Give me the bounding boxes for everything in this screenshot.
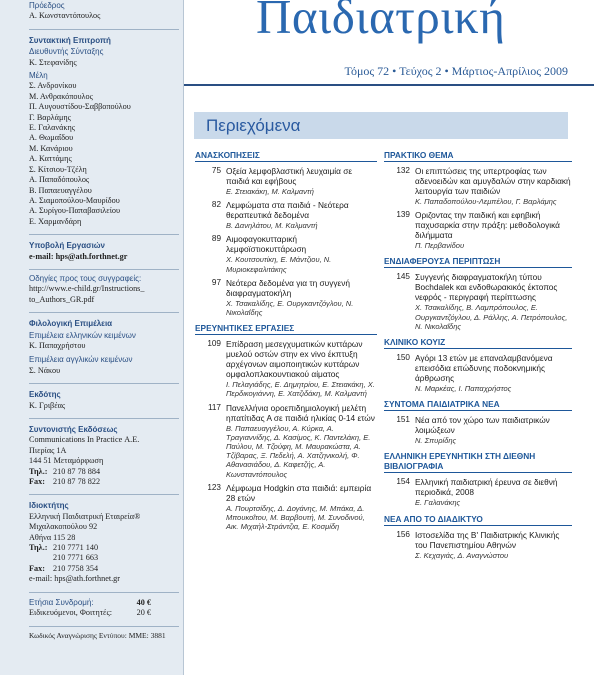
toc-article[interactable] — [384, 477, 572, 507]
member-name: Μ. Κανάριου — [29, 143, 73, 153]
toc-article[interactable] — [384, 210, 572, 250]
article-page: 123 — [207, 482, 221, 492]
article-page: 151 — [396, 415, 410, 425]
coordination-title: Συντονιστής Εκδόσεως — [29, 425, 118, 434]
toc-article[interactable] — [195, 278, 377, 317]
toc-category: ΠΡΑΚΤΙΚΟ ΘΕΜΑ — [384, 150, 572, 162]
article-title: Πανελλήνια οροεπιδημιολογική μελέτη ηπατίτιδας Α σε παιδιά ηλικίας 0-14 ετών — [226, 402, 375, 423]
member-name: Α. Παπαδόπουλος — [29, 175, 90, 185]
instructions-url-1[interactable]: http://www.e-child.gr/Instructions_ — [29, 284, 145, 294]
editor-in-chief-label: Διευθυντής Σύνταξης — [29, 47, 104, 57]
toc-left-column — [195, 150, 377, 537]
member-name: Σ. Κίτσιου-Τζέλη — [29, 164, 87, 174]
journal-title: Παιδιατρική — [256, 0, 506, 44]
submission-title: Υποβολή Εργασιών — [29, 241, 106, 251]
article-authors: Ν. Μαρκέας, Ι. Παπαχρήστος — [415, 384, 512, 394]
article-title: Λεμφώματα στα παιδιά - Νεότερα θεραπευτικά δεδομένα — [226, 200, 349, 221]
coordination-city: 144 51 Μεταμόρφωση — [29, 456, 104, 466]
toc-category: ΕΝΔΙΑΦΕΡΟΥΣΑ ΠΕΡΙΠΤΩΣΗ — [384, 256, 572, 268]
coordination-tel: Τηλ.: 210 87 78 884 — [29, 466, 101, 476]
article-authors: Ε. Γαλανάκης — [415, 498, 461, 508]
owner-street: Μιχαλακοπούλου 92 — [29, 522, 98, 532]
article-authors: Ν. Σπυρίδης — [415, 436, 457, 446]
president-name: Α. Κωνσταντόπουλος — [29, 11, 101, 21]
owner-tel-1: Τηλ.: 210 7771 140 — [29, 543, 99, 553]
toc-right-column — [384, 150, 572, 566]
member-name: Α. Καττάμης — [29, 154, 72, 164]
publisher-title: Εκδότης — [29, 390, 61, 400]
member-name: Π. Αυγουστίδου-Σαββοπούλου — [29, 102, 131, 112]
toc-category: ΑΝΑΣΚΟΠΗΣΕΙΣ — [195, 150, 377, 162]
toc-article[interactable] — [195, 166, 377, 196]
article-authors: Κ. Παπαδοπούλου-Λεμπέλου, Γ. Βαρλάμης — [415, 197, 557, 206]
instructions-label: Οδηγίες προς τους συγγραφείς: — [29, 273, 142, 283]
toc-section — [384, 150, 572, 250]
article-title: Λέμφωμα Hodgkin στα παιδιά: εμπειρία 28 ετών — [226, 482, 372, 503]
owner-email[interactable]: e-mail: hps@ath.forthnet.gr — [29, 574, 120, 584]
article-authors: Χ. Κουτσουτίκη, Ε. Μάντζιου, Ν. Μυριοκεφαλιτάκης — [226, 255, 332, 274]
article-page: 82 — [211, 200, 221, 210]
article-page: 89 — [211, 234, 221, 244]
publisher-name: Κ. Γριβέας — [29, 400, 66, 410]
member-name: Γ. Βαρλάμης — [29, 112, 71, 122]
instructions-url-2[interactable]: to_Authors_GR.pdf — [29, 294, 95, 304]
members-list — [29, 81, 179, 227]
toc-title: Περιεχόμενα — [206, 116, 301, 135]
toc-section — [384, 337, 572, 393]
toc-article[interactable] — [384, 415, 572, 445]
article-authors: Β. Παπαευαγγέλου, Α. Κύρκα, Α. Τραγιαννίδης, Δ. Κασίμος, Κ. Παντελάκη, Ε. Παύλου, Μ. Τζούφη, Μ. Μαυρακώστα, Α. Τζίβαρας, Ξ. Πεδελή, Α. Χατζηνικολή, Φ. Αθανασιάδου, Δ. Καφετζής, Α. Κωνσταντόπουλος — [226, 423, 371, 479]
article-page: 139 — [396, 210, 410, 220]
member-name: Σ. Ανδρονίκου — [29, 81, 77, 91]
president-title: Πρόεδρος — [29, 1, 65, 10]
article-page: 117 — [207, 402, 221, 412]
owner-city: Αθήνα 115 28 — [29, 532, 76, 542]
member-name: Α. Σιαμοπούλου-Μαυρίδου — [29, 195, 120, 205]
greek-editing-label: Επιμέλεια ελληνικών κειμένων — [29, 330, 136, 340]
code-line: Κωδικός Αναγνώρισης Εντύπου: ΜΜΕ: 3881 — [29, 630, 166, 640]
article-title: Νέα από τον χώρο των παιδιατρικών λοιμώξεων — [415, 415, 550, 436]
english-editing-name: Σ. Νάκου — [29, 365, 61, 375]
toc-section — [384, 399, 572, 445]
member-name: Β. Παπαευαγγέλου — [29, 185, 92, 195]
toc-article[interactable] — [384, 530, 572, 560]
toc-section — [195, 150, 377, 317]
article-authors: Π. Περβανίδου — [415, 241, 465, 251]
article-page: 156 — [396, 529, 410, 539]
toc-category: ΕΡΕΥΝΗΤΙΚΕΣ ΕΡΓΑΣΙΕΣ — [195, 323, 377, 335]
article-title: Αγόρι 13 ετών με επαναλαμβανόμενα επεισόδια επώδυνης ποδοκνημικής άρθρωσης — [415, 353, 553, 384]
article-authors: Ι. Πελαγιάδης, Ε. Δημητρίου, Ε. Στειακάκη, Χ. Περδικογιάννη, Ε. Χατζιδάκη, Μ. Καλμαντή — [226, 380, 375, 399]
article-page: 132 — [396, 166, 410, 175]
submission-email[interactable]: e-mail: hps@ath.forthnet.gr — [29, 251, 128, 261]
member-name: Ε. Γαλανάκης — [29, 123, 76, 133]
owner-name: Ελληνική Παιδιατρική Εταιρεία® — [29, 511, 141, 521]
article-page: 145 — [396, 272, 410, 282]
toc-section — [384, 514, 572, 560]
member-name: Μ. Ανθρακόπουλος — [29, 91, 93, 101]
philology-title: Φιλολογική Επιμέλεια — [29, 319, 113, 329]
english-editing-label: Επιμέλεια αγγλικών κειμένων — [29, 355, 133, 365]
article-page: 109 — [207, 339, 221, 349]
issue-info: Τόμος 72 • Τεύχος 2 • Μάρτιος-Απρίλιος 2009 — [344, 64, 568, 78]
editorial-committee-title: Συντακτική Επιτροπή — [29, 35, 111, 45]
article-title: Ελληνική παιδιατρική έρευνα σε διεθνή περιοδικά, 2008 — [415, 477, 558, 498]
masthead-rule — [184, 84, 594, 86]
article-title: Οξεία λεμφοβλαστική λευχαιμία σε παιδιά και εφήβους — [226, 166, 353, 186]
editor-in-chief-name: Κ. Στεφανίδης — [29, 57, 77, 67]
article-authors: Χ. Τσακαλίδης, Β. Λαμπρόπουλος, Ε. Ουργκαντζόγλου, Δ. Ράλλης, Α. Πετρόπουλος, Ν. Νικολαΐδης — [415, 303, 568, 331]
article-title: Συγγενής διαφραγματοκήλη τύπου Bochdalek και ενδοθωρακικός έκτοπος νεφρός - περιγραφή περίπτωσης — [415, 272, 558, 303]
member-name: Ε. Χαρμανδάρη — [29, 216, 82, 226]
toc-section — [195, 323, 377, 531]
article-page: 75 — [211, 166, 221, 175]
toc-category: ΣΥΝΤΟΜΑ ΠΑΙΔΙΑΤΡΙΚΑ ΝΕΑ — [384, 399, 572, 411]
toc-category: ΕΛΛΗΝΙΚΗ ΕΡΕΥΝΗΤΙΚΗ ΣΤΗ ΔΙΕΘΝΗ ΒΙΒΛΙΟΓΡΑΦΙΑ — [384, 451, 572, 473]
subscription-price: 40 € — [136, 597, 151, 607]
coordination-street: Πιερίας 1Α — [29, 445, 67, 455]
toc-article[interactable] — [384, 166, 572, 206]
member-name: Α. Θωμαΐδου — [29, 133, 74, 143]
student-label: Ειδικευόμενοι, Φοιτητές: — [29, 608, 112, 618]
toc-section — [384, 256, 572, 331]
article-title: Ιστοσελίδα της Β' Παιδιατρικής Κλινικής του Πανεπιστημίου Αθηνών — [415, 529, 560, 550]
article-title: Νεότερα δεδομένα για τη συγγενή διαφραγματοκήλη — [226, 277, 350, 298]
members-label: Μέλη — [29, 71, 48, 81]
article-title: Αιμοφαγοκυτταρική λεμφοϊστιοκυττάρωση — [226, 234, 307, 255]
article-authors: Α. Πουρτσίδης, Δ. Δογάνης, Μ. Μπάκα, Δ. Μπουκοΐτου, Μ. Βαρβουτή, Μ. Συνοδινού, Αικ. Μιχαήλ-Στράντζια, Ε. Κοσμίδη — [226, 503, 365, 532]
article-authors: Β. Δανηλάτου, Μ. Καλμαντή — [226, 221, 318, 231]
student-row — [29, 608, 179, 618]
greek-editing-name: Κ. Παπαχρήστου — [29, 340, 86, 350]
article-authors: Σ. Κεχαγιάς, Δ. Αναγνώστου — [415, 550, 509, 560]
coordination-fax: Fax: 210 87 78 822 — [29, 477, 101, 487]
toc-article[interactable] — [195, 200, 377, 230]
coordination-company: Communications In Practice Α.Ε. — [29, 435, 140, 445]
article-page: 97 — [211, 277, 221, 287]
toc-article[interactable] — [195, 234, 377, 273]
owner-fax: Fax: 210 7758 354 — [29, 563, 99, 573]
toc-article[interactable] — [195, 483, 377, 532]
article-title: Οριζοντας την παιδική και εφηβική παχυσαρκία στην πράξη: μεθοδολογικά διλήμματα — [415, 210, 560, 241]
toc-article[interactable] — [384, 353, 572, 393]
owner-tel-2: 210 7771 663 — [53, 553, 99, 563]
article-authors: Χ. Τσακαλίδης, Ε. Ουργκαντζόγλου, Ν. Νικολαΐδης — [226, 298, 354, 318]
toc-article[interactable] — [195, 403, 377, 479]
student-price: 20 € — [136, 608, 151, 618]
article-page: 150 — [396, 353, 410, 363]
subscription-row — [29, 598, 179, 608]
article-title: Επίδραση μεσεγχυματικών κυττάρων μυελού οστών στην ex vivo έκπτυξη αρχέγονων αιμοποιητικών κυττάρων ομφαλοπλακουντιακού αίματος — [226, 339, 363, 380]
toc-section — [384, 451, 572, 507]
main-content — [184, 0, 594, 675]
toc-article[interactable] — [384, 272, 572, 331]
toc-category: ΚΛΙΝΙΚΟ ΚΟΥΙΖ — [384, 337, 572, 349]
article-authors: Ε. Στειακάκη, Μ. Καλμαντή — [226, 187, 314, 196]
toc-article[interactable] — [195, 339, 377, 398]
masthead-sidebar — [0, 0, 184, 675]
toc-header-band — [194, 112, 568, 139]
owner-title: Ιδιοκτήτης — [29, 501, 69, 511]
member-name: Α. Συρίγου-Παπαβασιλείου — [29, 206, 121, 216]
toc-category: ΝΕΑ ΑΠΟ ΤΟ ΔΙΑΔΙΚΤΥΟ — [384, 514, 572, 526]
article-page: 154 — [396, 477, 410, 487]
article-title: Οι επιπτώσεις της υπερτροφίας των αδενοειδών και αμυγδαλών στην καρδιακή λειτουργία των παιδιών — [415, 166, 571, 196]
subscription-label: Ετήσια Συνδρομή: — [29, 597, 94, 607]
